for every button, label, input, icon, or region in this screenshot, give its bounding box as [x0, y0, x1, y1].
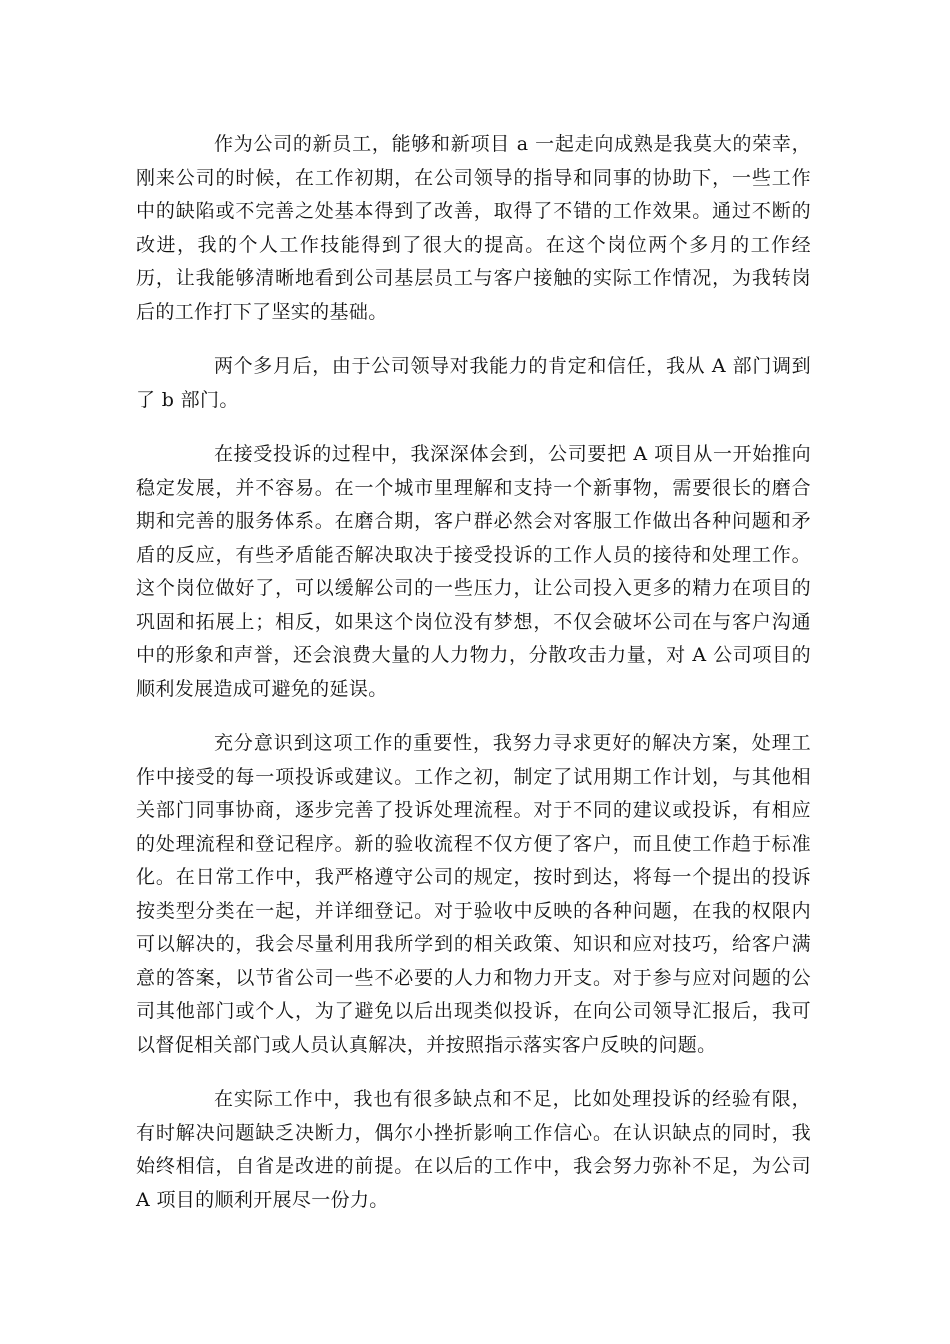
paragraph-2: 两个多月后，由于公司领导对我能力的肯定和信任，我从 A 部门调到了 b 部门。: [136, 355, 811, 411]
paragraph-1: 作为公司的新员工，能够和新项目 a 一起走向成熟是我莫大的荣幸，刚来公司的时候，在工作初期，在公司领导的指导和同事的协助下，一些工作中的缺陷或不完善之处基本得到了改善，取得了不错的工作效果。通过不断的改进，我的个人工作技能得到了很大的提高。在这个岗位两个多月的工作经历，让我能够清晰地看到公司基层员工与客户接触的实际工作情况，为我转岗后的工作打下了坚实的基础。: [136, 133, 811, 323]
paragraph-4: 充分意识到这项工作的重要性，我努力寻求更好的解决方案，处理工作中接受的每一项投诉或建议。工作之初，制定了试用期工作计划，与其他相关部门同事协商，逐步完善了投诉处理流程。对于不同的建议或投诉，有相应的处理流程和登记程序。新的验收流程不仅方便了客户，而且使工作趋于标准化。在日常工作中，我严格遵守公司的规定，按时到达，将每一个提出的投诉按类型分类在一起，并详细登记。对于验收中反映的各种问题，在我的权限内可以解决的，我会尽量利用我所学到的相关政策、知识和应对技巧，给客户满意的答案，以节省公司一些不必要的人力和物力开支。对于参与应对问题的公司其他部门或个人，为了避免以后出现类似投诉，在向公司领导汇报后，我可以督促相关部门或人员认真解决，并按照指示落实客户反映的问题。: [136, 732, 811, 1056]
paragraph-5: 在实际工作中，我也有很多缺点和不足，比如处理投诉的经验有限，有时解决问题缺乏决断力，偶尔小挫折影响工作信心。在认识缺点的同时，我始终相信，自省是改进的前提。在以后的工作中，我会努力弥补不足，为公司 A 项目的顺利开展尽一份力。: [136, 1088, 811, 1211]
paragraph-3: 在接受投诉的过程中，我深深体会到，公司要把 A 项目从一开始推向稳定发展，并不容易。在一个城市里理解和支持一个新事物，需要很长的磨合期和完善的服务体系。在磨合期，客户群必然会对客服工作做出各种问题和矛盾的反应，有些矛盾能否解决取决于接受投诉的工作人员的接待和处理工作。这个岗位做好了，可以缓解公司的一些压力，让公司投入更多的精力在项目的巩固和拓展上；相反，如果这个岗位没有梦想，不仅会破坏公司在与客户沟通中的形象和声誉，还会浪费大量的人力物力，分散攻击力量，对 A 公司项目的顺利发展造成可避免的延误。: [136, 443, 811, 700]
document-body: [136, 128, 811, 1238]
